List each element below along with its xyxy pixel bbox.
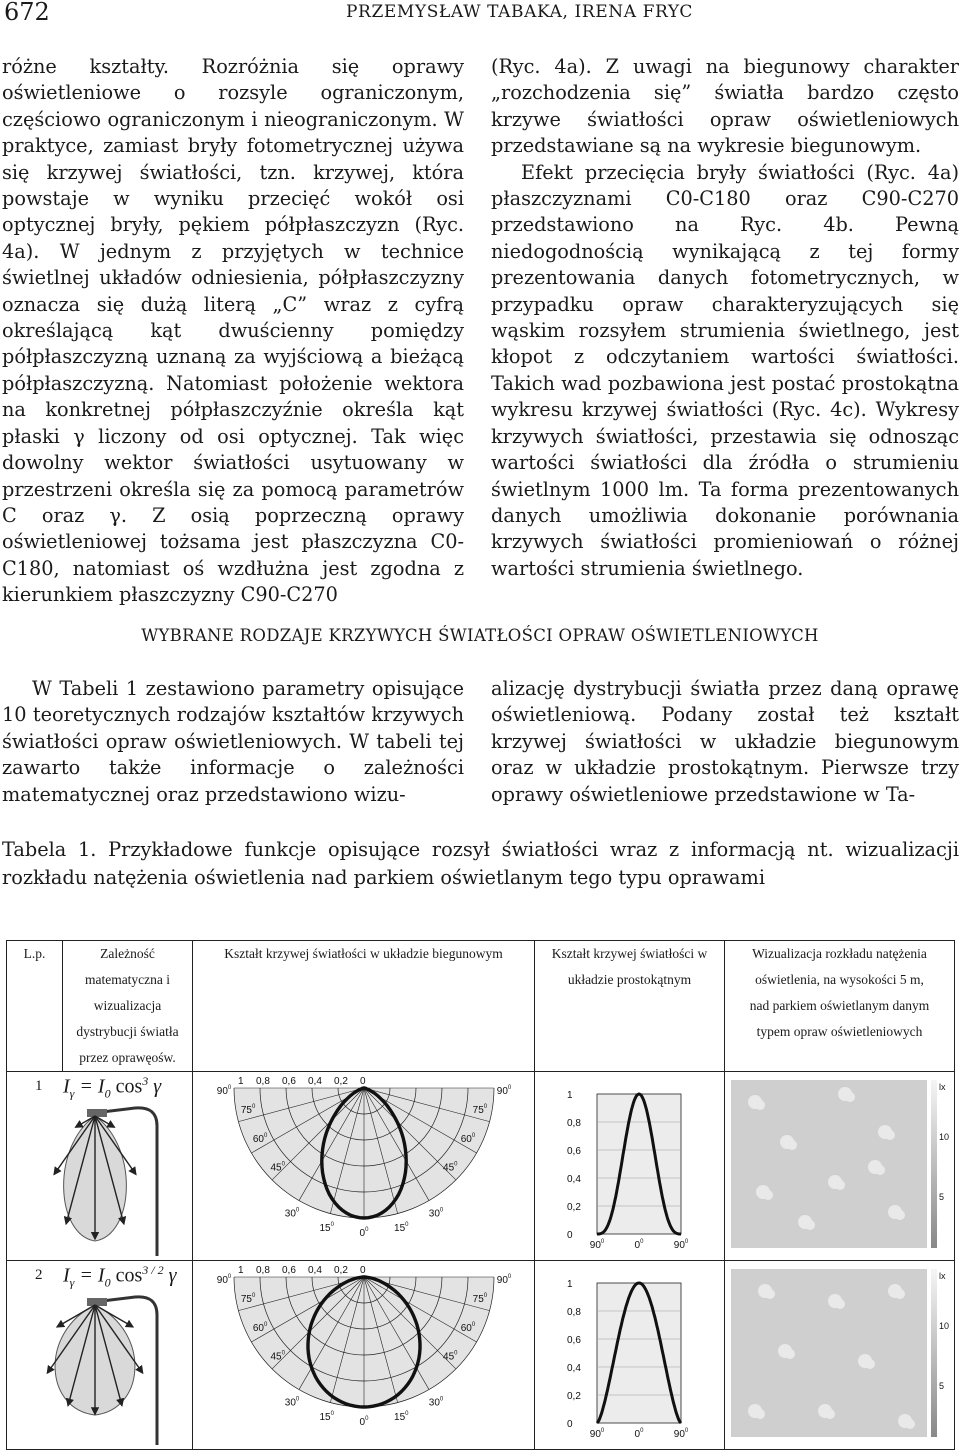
illuminance-spot <box>787 1140 797 1150</box>
angle-label: $90^0$ <box>496 1274 512 1286</box>
rect-y-tick: 0 <box>567 1230 573 1241</box>
rect-plot-area <box>597 1283 681 1423</box>
math-cell <box>7 1072 193 1261</box>
paragraph: alizację dystrybucji światła przez daną oprawę oświetleniową. Podany został też kształt krzywej światłości w układzie biegunowym oraz w układzie prostokątnym. Pierwsze trzy oprawy oświetleniowe przedstawione w Ta- <box>491 677 959 806</box>
degree-mark: 0 <box>471 1133 476 1139</box>
rect-y-tick: 0,4 <box>567 1363 581 1374</box>
angle-label: $45^0$ <box>270 1350 285 1363</box>
radial-label: 1 <box>238 1265 244 1276</box>
polar-chart <box>193 1261 535 1445</box>
paragraph: Efekt przecięcia bryły światłości (Ryc. 4a) płaszczyznami C0-C180 oraz C90-C270 przedstawiono na Ryc. 4b. Pewną niedogodnością wynikającą z tej formy prezentowania danych fotometrycznych, w przypadku opraw charakteryzujących się wąskim rozsyłem strumienia świetlnego, jest kłopot z odczytaniem wartości światłości. Takich wad pozbawiona jest postać prostokątna wykresu krzywej światłości (Ryc. 4c). Wykresy krzywych światłości, przestawia się odnosząc wartości światłości dla źródła o strumieniu świetlnym 1000 lm. Ta forma prezentowanych danych umożliwia dokonanie porównania krzywych światłości promieniowań o różnej wartości strumienia świetlnego. <box>491 160 959 580</box>
page-header <box>0 0 960 28</box>
lamp-head <box>87 1109 107 1117</box>
radial-label: 0 <box>360 1265 366 1276</box>
formula-part: I <box>63 1264 70 1287</box>
formula-part: I <box>63 1075 70 1098</box>
angle-label: $60^0$ <box>252 1133 268 1145</box>
degree-mark: 0 <box>227 1085 232 1091</box>
degree-mark: 0 <box>251 1104 256 1111</box>
degree-mark: 0 <box>471 1322 476 1328</box>
formula-part: cos <box>110 1075 143 1098</box>
angle-label: $60^0$ <box>460 1322 476 1334</box>
angle-label: $15^0$ <box>394 1411 409 1424</box>
angle-label: $90^0$ <box>496 1085 512 1097</box>
degree-mark: 0 <box>405 1222 409 1229</box>
table-caption: Tabela 1. Przykładowe funkcje opisujące rozsył światłości wraz z informacją nt. wizualizacji rozkładu natężenia oświetlenia nad parkiem oświetlanym tego typu oprawami <box>2 838 959 889</box>
rect-cell <box>535 1261 725 1450</box>
illuminance-spot <box>765 1289 775 1299</box>
angle-label: $75^0$ <box>240 1104 256 1117</box>
rect-y-tick: 1 <box>567 1090 573 1101</box>
illuminance-map <box>725 1261 955 1445</box>
scale-unit: lx <box>939 1271 946 1281</box>
scale-label: 10 <box>939 1321 950 1331</box>
header-math <box>63 941 193 1072</box>
formula-part: 3 / 2 <box>142 1263 164 1277</box>
lamp-head <box>87 1298 107 1306</box>
header-line: matematyczna i <box>84 972 171 987</box>
degree-mark: 0 <box>483 1293 488 1300</box>
table-1 <box>6 940 955 1450</box>
degree-mark: 0 <box>365 1416 369 1422</box>
degree-mark: 0 <box>281 1161 285 1168</box>
radial-label: 0,4 <box>308 1265 322 1276</box>
formula-part: 0 <box>104 1086 111 1101</box>
table-row <box>7 1261 955 1450</box>
formula-part: = I <box>74 1075 105 1098</box>
illuminance-spot <box>785 1349 795 1359</box>
header-line: układzie prostokątnym <box>567 972 692 987</box>
paragraph: W Tabeli 1 zestawiono parametry opisujące 10 teoretycznych rodzajów kształtów krzywych światłości opraw oświetleniowych. W tabeli tej zawarto także informacje o zależności matematycznej oraz przedstawiono wizu- <box>2 677 464 806</box>
rect-y-tick: 0,8 <box>567 1307 581 1318</box>
formula-part: 0 <box>104 1275 111 1290</box>
formula-part: γ <box>148 1075 162 1098</box>
header-line: wizualizacja <box>93 998 162 1013</box>
formula-part: γ <box>163 1264 177 1287</box>
header-lp: L.p. <box>7 941 63 1072</box>
header-rect <box>535 941 725 1072</box>
formula-part: γ <box>69 1275 75 1290</box>
radial-label: 0,2 <box>334 1265 348 1276</box>
degree-mark: 0 <box>600 1239 605 1245</box>
illuminance-spot <box>895 1289 905 1299</box>
section-title: WYBRANE RODZAJE KRZYWYCH ŚWIATŁOŚCI OPRAW OŚWIETLENIOWYCH <box>141 626 819 645</box>
math-cell-content <box>7 1072 192 1256</box>
scale-label: 5 <box>939 1192 945 1202</box>
degree-mark: 0 <box>330 1222 334 1229</box>
rect-x-tick: $90^0$ <box>589 1428 605 1440</box>
rect-y-tick: 0,6 <box>567 1146 581 1157</box>
angle-label: $15^0$ <box>319 1411 334 1424</box>
row-number: 2 <box>35 1267 43 1283</box>
rect-y-tick: 0,2 <box>567 1391 581 1402</box>
radial-label: 0,6 <box>282 1265 296 1276</box>
vis-cell <box>725 1072 955 1261</box>
formula-part: 3 <box>142 1074 149 1088</box>
header-line: Zależność <box>100 946 155 961</box>
illuminance-spot <box>885 1130 895 1140</box>
degree-mark: 0 <box>684 1239 689 1245</box>
angle-label: $60^0$ <box>460 1133 476 1145</box>
rect-plot-area <box>597 1094 681 1234</box>
header-line: Wizualizacja rozkładu natężenia <box>752 946 927 961</box>
degree-mark: 0 <box>439 1396 444 1403</box>
luminaire-diagram <box>7 1285 193 1445</box>
degree-mark: 0 <box>330 1411 334 1418</box>
header-line: dystrybucji światła <box>76 1024 179 1039</box>
rect-chart <box>535 1072 725 1256</box>
radial-label: 1 <box>238 1076 244 1087</box>
degree-mark: 0 <box>454 1161 458 1168</box>
illuminance-spot <box>755 1409 765 1419</box>
rect-y-tick: 0,6 <box>567 1335 581 1346</box>
illuminance-spot <box>845 1092 855 1102</box>
text-column-3 <box>2 676 464 808</box>
illuminance-spot <box>835 1180 845 1190</box>
degree-mark: 0 <box>454 1350 458 1357</box>
illuminance-spot <box>905 1419 915 1429</box>
rect-x-tick: $90^0$ <box>589 1239 605 1251</box>
illuminance-spot <box>895 1210 905 1220</box>
angle-label: $0^0$ <box>359 1227 369 1239</box>
degree-mark: 0 <box>251 1293 256 1300</box>
text-column-4 <box>491 676 959 808</box>
degree-mark: 0 <box>295 1207 300 1214</box>
illuminance-spot <box>875 1165 885 1175</box>
rect-y-tick: 0,2 <box>567 1202 581 1213</box>
degree-mark: 0 <box>263 1322 268 1328</box>
rect-cell <box>535 1072 725 1261</box>
rect-x-tick: $90^0$ <box>673 1239 689 1251</box>
header-polar: Kształt krzywej światłości w układzie biegunowym <box>193 941 535 1072</box>
rect-chart <box>535 1261 725 1445</box>
degree-mark: 0 <box>227 1274 232 1280</box>
figure-table <box>6 940 954 1440</box>
paragraph: (Ryc. 4a). Z uwagi na biegunowy charakter „rozchodzenia się” światła bardzo często krzywe światłości opraw oświetleniowych przedstawiane są na wykresie biegunowym. <box>491 55 959 158</box>
polar-chart <box>193 1072 535 1256</box>
degree-mark: 0 <box>439 1207 444 1214</box>
degree-mark: 0 <box>263 1133 268 1139</box>
rect-x-tick: $90^0$ <box>673 1428 689 1440</box>
radial-label: 0,8 <box>256 1076 270 1087</box>
color-scale-bar <box>931 1269 937 1437</box>
illuminance-spot <box>763 1190 773 1200</box>
rect-y-tick: 0,8 <box>567 1118 581 1129</box>
scale-unit: lx <box>939 1082 946 1092</box>
angle-label: $45^0$ <box>270 1161 285 1174</box>
radial-label: 0,2 <box>334 1076 348 1087</box>
degree-mark: 0 <box>507 1274 512 1280</box>
text-column-1 <box>2 54 464 609</box>
scale-label: 5 <box>939 1381 945 1391</box>
illuminance-spot <box>755 1100 765 1110</box>
rect-y-tick: 1 <box>567 1279 573 1290</box>
header-line: typem opraw oświetleniowych <box>756 1024 923 1039</box>
paragraph: różne kształty. Rozróżnia się oprawy oświetleniowe o rozsyle ograniczonym, częściowo ograniczonym i nieograniczonym. W praktyce, zamiast bryły fotometrycznej używa się krzywej światłości, tzn. krzywej, która powstaje w wyniku przecięć wokół osi optycznej bryły, pękiem półpłaszczyzn (Ryc. 4a). W jednym z przyjętych w technice świetlnej układów odniesienia, półpłaszczyzny oznacza się dużą literą „C” wraz z cyfrą określającą kąt dwuścienny pomiędzy półpłaszczyzną uznaną za wyjściową a bieżącą półpłaszczyzną. Natomiast położenie wektora na konkretnej półpłaszczyźnie określa kąt płaski γ liczony od osi optycznej. Tak więc dowolny wektor światłości usytuowany w przestrzeni określa się za pomocą parametrów C oraz γ. Z osią poprzeczną oprawy oświetleniowej tożsama jest płaszczyzna C0-C180, natomiast oś wzdłużna jest zgodna z kierunkiem płaszczyzny C90-C270 <box>2 55 464 607</box>
angle-label: $0^0$ <box>359 1416 369 1428</box>
luminaire-diagram <box>7 1096 193 1256</box>
polar-cell <box>193 1261 535 1450</box>
degree-mark: 0 <box>600 1428 605 1434</box>
angle-label: $15^0$ <box>394 1222 409 1235</box>
header-line: Kształt krzywej światłości w <box>551 946 708 961</box>
angle-label: $30^0$ <box>284 1207 300 1220</box>
radial-label: 0,4 <box>308 1076 322 1087</box>
angle-label: $45^0$ <box>443 1161 458 1174</box>
angle-label: $75^0$ <box>472 1104 488 1117</box>
color-scale-bar <box>931 1080 937 1248</box>
header-vis <box>725 941 955 1072</box>
vis-cell <box>725 1261 955 1450</box>
header-line: przez oprawęośw. <box>79 1050 176 1065</box>
rect-x-tick: $0^0$ <box>634 1239 644 1251</box>
angle-label: $15^0$ <box>319 1222 334 1235</box>
illuminance-map <box>725 1072 955 1256</box>
degree-mark: 0 <box>507 1085 512 1091</box>
header-line: nad parkiem oświetlanym danym <box>749 998 930 1013</box>
rect-y-tick: 0 <box>567 1419 573 1430</box>
angle-label: $30^0$ <box>284 1396 300 1409</box>
radial-label: 0 <box>360 1076 366 1087</box>
row-number: 1 <box>35 1078 43 1094</box>
radial-label: 0,6 <box>282 1076 296 1087</box>
illuminance-spot <box>825 1409 835 1419</box>
angle-label: $90^0$ <box>216 1085 232 1097</box>
running-head-authors: PRZEMYSŁAW TABAKA, IRENA FRYC <box>346 2 694 22</box>
angle-label: $30^0$ <box>428 1396 444 1409</box>
illuminance-spot <box>865 1359 875 1369</box>
formula-part: cos <box>110 1264 143 1287</box>
angle-label: $60^0$ <box>252 1322 268 1334</box>
math-cell-content <box>7 1261 192 1445</box>
table-header-row <box>7 941 955 1072</box>
table-row <box>7 1072 955 1261</box>
degree-mark: 0 <box>295 1396 300 1403</box>
illuminance-spot <box>835 1299 845 1309</box>
degree-mark: 0 <box>405 1411 409 1418</box>
degree-mark: 0 <box>640 1239 644 1245</box>
angle-label: $45^0$ <box>443 1350 458 1363</box>
math-cell <box>7 1261 193 1450</box>
scale-label: 10 <box>939 1132 950 1142</box>
degree-mark: 0 <box>365 1227 369 1233</box>
rect-y-tick: 0,4 <box>567 1174 581 1185</box>
angle-label: $30^0$ <box>428 1207 444 1220</box>
formula-part: γ <box>69 1086 75 1101</box>
angle-label: $75^0$ <box>472 1293 488 1306</box>
text-column-2 <box>491 54 959 582</box>
rect-x-tick: $0^0$ <box>634 1428 644 1440</box>
degree-mark: 0 <box>684 1428 689 1434</box>
degree-mark: 0 <box>640 1428 644 1434</box>
illuminance-spot <box>805 1220 815 1230</box>
degree-mark: 0 <box>281 1350 285 1357</box>
degree-mark: 0 <box>483 1104 488 1111</box>
polar-cell <box>193 1072 535 1261</box>
angle-label: $75^0$ <box>240 1293 256 1306</box>
header-line: oświetlenia, na wysokości 5 m, <box>755 972 924 987</box>
page-number: 672 <box>4 0 50 26</box>
radial-label: 0,8 <box>256 1265 270 1276</box>
formula-part: = I <box>74 1264 105 1287</box>
angle-label: $90^0$ <box>216 1274 232 1286</box>
